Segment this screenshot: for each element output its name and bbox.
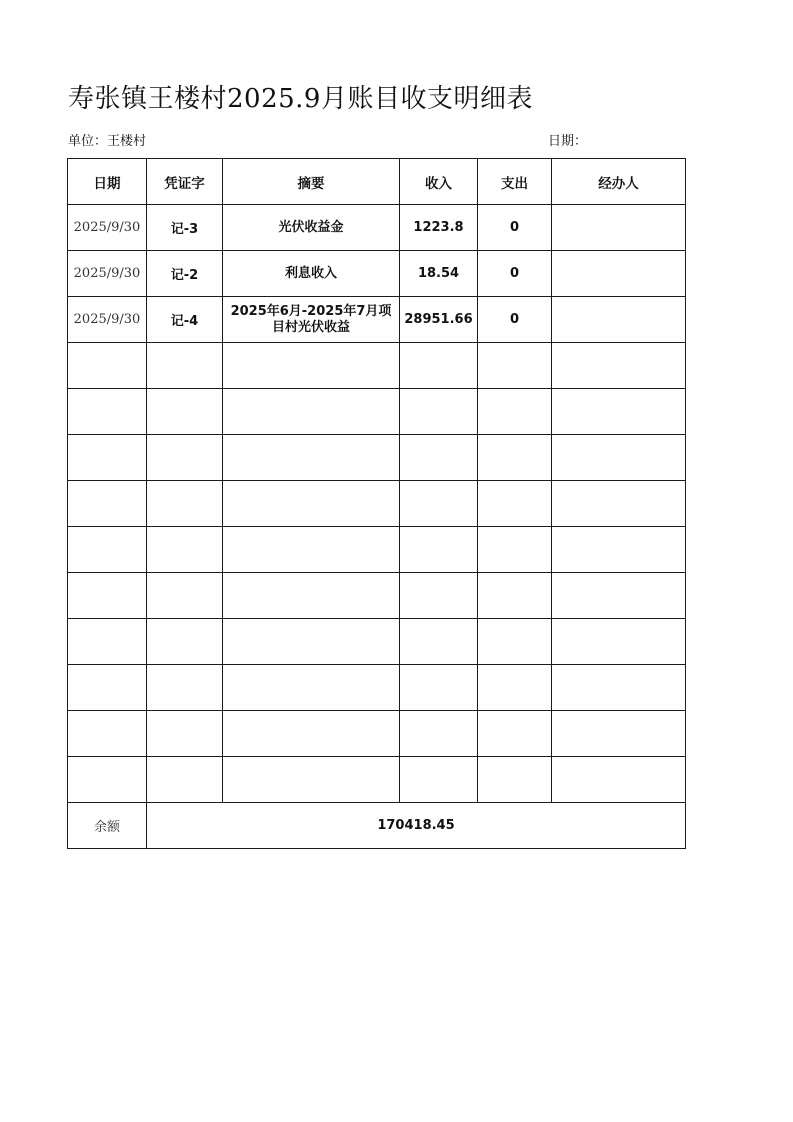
cell-voucher (147, 527, 223, 573)
cell-income (400, 711, 478, 757)
cell-income: 1223.8 (400, 205, 478, 251)
cell-date (68, 389, 147, 435)
cell-handler (552, 389, 686, 435)
table-row (68, 435, 686, 481)
cell-date (68, 481, 147, 527)
cell-summary: 利息收入 (223, 251, 400, 297)
cell-income (400, 757, 478, 803)
cell-voucher (147, 711, 223, 757)
cell-summary (223, 757, 400, 803)
header-handler: 经办人 (552, 159, 686, 205)
table-row (68, 297, 686, 343)
header-voucher: 凭证字 (147, 159, 223, 205)
cell-voucher (147, 665, 223, 711)
ledger-table (67, 158, 686, 849)
cell-summary (223, 527, 400, 573)
cell-voucher (147, 573, 223, 619)
cell-income (400, 527, 478, 573)
cell-voucher: 记-4 (147, 297, 223, 343)
cell-summary (223, 435, 400, 481)
cell-date (68, 665, 147, 711)
cell-date (68, 343, 147, 389)
cell-date (68, 435, 147, 481)
cell-expense (478, 481, 552, 527)
balance-label: 余额 (68, 803, 147, 849)
cell-handler (552, 343, 686, 389)
cell-date (68, 619, 147, 665)
cell-handler (552, 573, 686, 619)
cell-voucher (147, 435, 223, 481)
cell-handler (552, 665, 686, 711)
table-row (68, 757, 686, 803)
table-row (68, 527, 686, 573)
cell-expense: 0 (478, 251, 552, 297)
cell-expense (478, 665, 552, 711)
table-row (68, 389, 686, 435)
header-summary: 摘要 (223, 159, 400, 205)
cell-summary (223, 343, 400, 389)
table-row (68, 343, 686, 389)
cell-summary (223, 619, 400, 665)
cell-expense (478, 711, 552, 757)
cell-income (400, 343, 478, 389)
cell-voucher: 记-2 (147, 251, 223, 297)
cell-handler (552, 757, 686, 803)
cell-income (400, 481, 478, 527)
cell-voucher (147, 757, 223, 803)
header-date: 日期 (68, 159, 147, 205)
cell-expense (478, 435, 552, 481)
table-row (68, 205, 686, 251)
unit-label: 单位：王楼村 (68, 134, 147, 149)
cell-handler (552, 481, 686, 527)
cell-income: 18.54 (400, 251, 478, 297)
table-row (68, 251, 686, 297)
cell-income (400, 619, 478, 665)
cell-handler (552, 251, 686, 297)
cell-expense (478, 389, 552, 435)
cell-expense (478, 757, 552, 803)
cell-summary: 光伏收益金 (223, 205, 400, 251)
ledger-body (68, 205, 686, 849)
cell-date (68, 711, 147, 757)
table-header-row (68, 159, 686, 205)
cell-date (68, 527, 147, 573)
table-row (68, 665, 686, 711)
header-expense: 支出 (478, 159, 552, 205)
table-row (68, 711, 686, 757)
cell-income: 28951.66 (400, 297, 478, 343)
cell-handler (552, 619, 686, 665)
cell-expense: 0 (478, 297, 552, 343)
cell-income (400, 435, 478, 481)
cell-voucher (147, 481, 223, 527)
cell-summary (223, 389, 400, 435)
cell-income (400, 573, 478, 619)
cell-expense (478, 343, 552, 389)
cell-expense (478, 527, 552, 573)
page-title: 寿张镇王楼村2025.9月账目收支明细表 (68, 84, 533, 114)
cell-expense (478, 573, 552, 619)
cell-date: 2025/9/30 (68, 251, 147, 297)
cell-handler (552, 527, 686, 573)
cell-voucher (147, 389, 223, 435)
balance-row (68, 803, 686, 849)
cell-summary (223, 481, 400, 527)
table-row (68, 481, 686, 527)
cell-date: 2025/9/30 (68, 297, 147, 343)
cell-expense: 0 (478, 205, 552, 251)
cell-date (68, 757, 147, 803)
cell-voucher (147, 343, 223, 389)
cell-voucher: 记-3 (147, 205, 223, 251)
cell-date: 2025/9/30 (68, 205, 147, 251)
cell-date (68, 573, 147, 619)
cell-income (400, 389, 478, 435)
cell-summary (223, 711, 400, 757)
cell-summary: 2025年6月-2025年7月项目村光伏收益 (223, 297, 400, 343)
date-label: 日期： (548, 134, 588, 149)
cell-handler (552, 435, 686, 481)
table-row (68, 619, 686, 665)
balance-value: 170418.45 (147, 803, 686, 849)
cell-handler (552, 297, 686, 343)
header-income: 收入 (400, 159, 478, 205)
cell-voucher (147, 619, 223, 665)
cell-handler (552, 711, 686, 757)
cell-handler (552, 205, 686, 251)
cell-income (400, 665, 478, 711)
table-row (68, 573, 686, 619)
cell-expense (478, 619, 552, 665)
cell-summary (223, 573, 400, 619)
cell-summary (223, 665, 400, 711)
